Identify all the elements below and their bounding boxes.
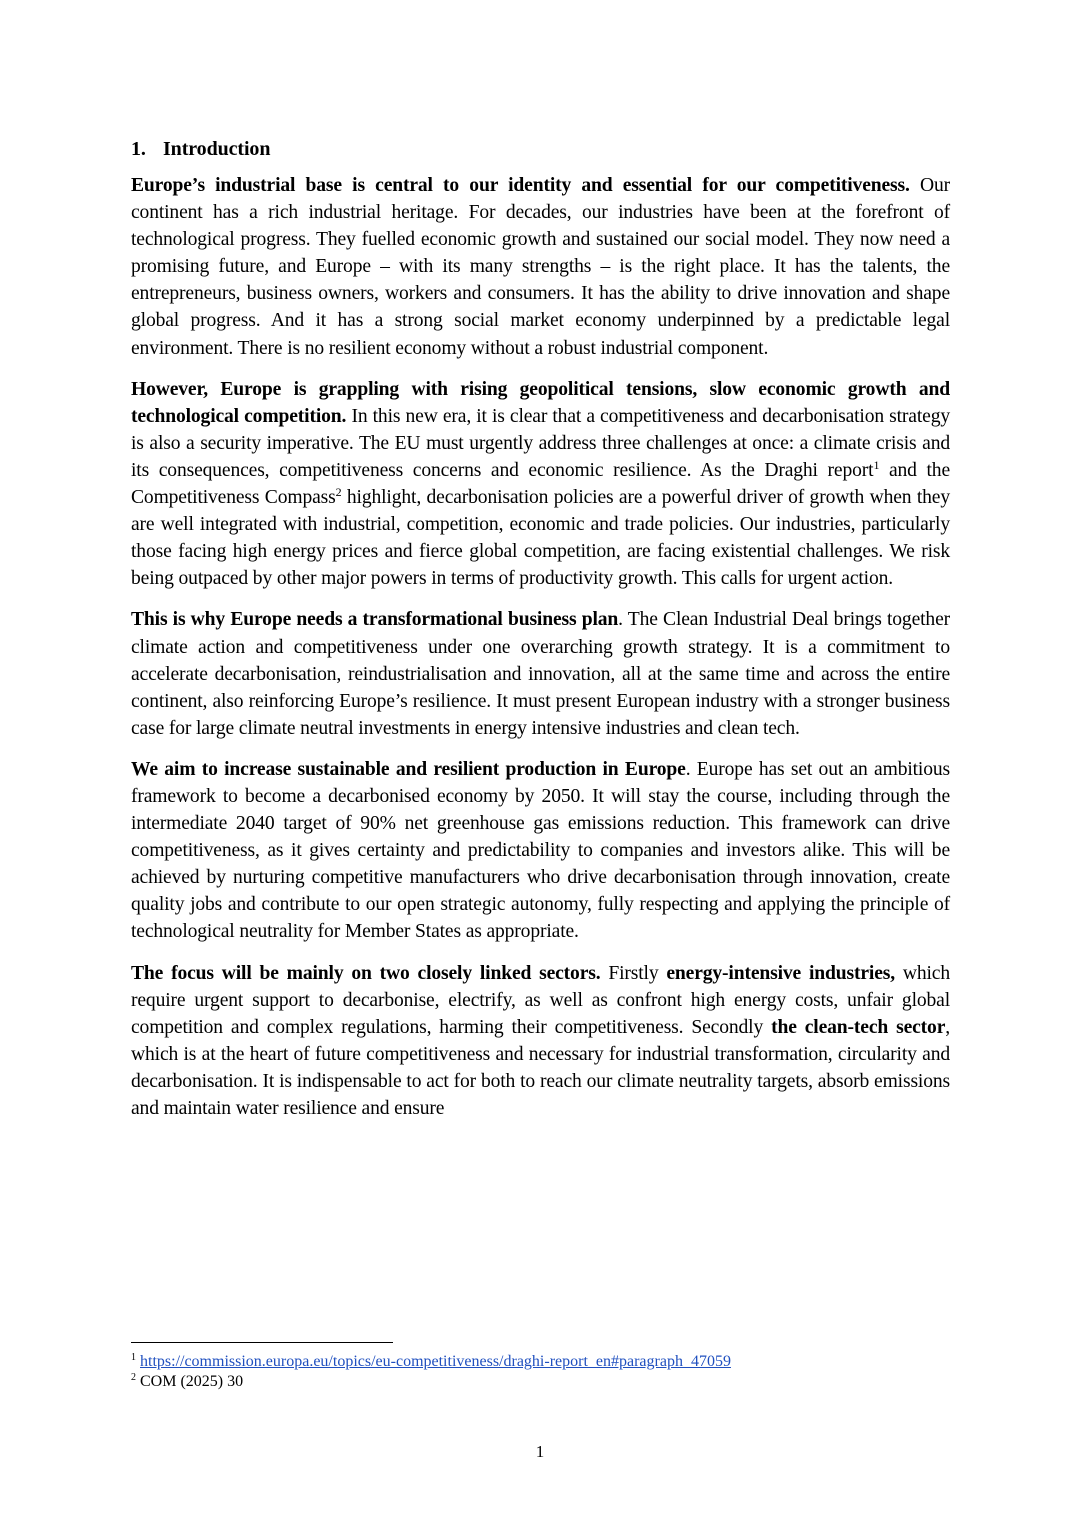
paragraph-lead: We aim to increase sustainable and resilient production in Europe (131, 758, 686, 780)
paragraph-sustainable-production (131, 756, 950, 946)
section-heading (131, 136, 950, 163)
paragraph-text: In this new era, it is clear that a competitiveness and decarbonisation strategy is also a security imperative. The EU must urgently address three challenges at once: a climate crisis and its consequences, competitiveness concerns and economic resilience. As the Draghi report (131, 405, 950, 481)
paragraph-industrial-base (131, 172, 950, 362)
footnotes (131, 1352, 931, 1392)
paragraph-lead: This is why Europe needs a transformational business plan (131, 609, 619, 631)
paragraph-lead: The focus will be mainly on two closely linked sectors. (131, 962, 601, 984)
footnote-text: COM (2025) 30 (140, 1373, 244, 1390)
paragraph-focus-sectors (131, 960, 950, 1123)
paragraph-text: highlight, decarbonisation policies are a powerful driver of growth when they are well integrated with industrial, competition, economic and trade policies. Our industries, particularly those facing high energy prices and fierce global competition, are facing existential challenges. We risk being outpaced by other major powers in terms of productivity growth. This calls for urgent action. (131, 487, 950, 590)
section-number: 1. (131, 138, 146, 160)
paragraph-text: . Europe has set out an ambitious framework to become a decarbonised economy by 2050. It will stay the course, including through the intermediate 2040 target of 90% net greenhouse gas emissions reduction. This framework can drive competitiveness, as it gives certainty and predictability to companies and investors alike. This will be achieved by nurturing competitive manufacturers who drive decarbonisation through innovation, create quality jobs and contribute to our open strategic autonomy, fully respecting and applying the principle of technological neutrality for Member States as appropriate. (131, 758, 950, 943)
paragraph-lead: However, Europe is grappling with rising geopolitical tensions, slow economic growth and technological competition. (131, 378, 950, 427)
paragraph-text: which require urgent support to decarbonise, electrify, as well as confront high energy costs, unfair global competition and complex regulations, harming their competitiveness. Secondly (131, 962, 950, 1038)
footnote-marker: 2 (131, 1372, 136, 1383)
footnote-link-draghi-report[interactable]: https://commission.europa.eu/topics/eu-competitiveness/draghi-report_en#paragraph_47059 (140, 1353, 731, 1370)
footnote-ref-2[interactable]: 2 (335, 485, 342, 500)
paragraph-business-plan (131, 606, 950, 741)
paragraph-text: Our continent has a rich industrial heritage. For decades, our industries have been at the forefront of technological progress. They fuelled economic growth and sustained our social model. They now need a promising future, and Europe – with its many strengths – is the right place. It has the talents, the entrepreneurs, business owners, workers and consumers. It has the ability to drive innovation and shape global progress. And it has a strong social market economy underpinned by a predictable legal environment. There is no resilient economy without a robust industrial component. (131, 175, 950, 359)
footnote-ref-1[interactable]: 1 (873, 457, 880, 472)
bold-term-energy-intensive: energy-intensive industries, (666, 962, 895, 984)
page-number: 1 (535, 1442, 545, 1461)
footnote-separator (131, 1342, 393, 1343)
bold-term-clean-tech: the clean-tech sector (771, 1016, 946, 1038)
section-title: Introduction (163, 138, 271, 160)
footnote-1 (131, 1352, 931, 1372)
paragraph-text: , which is at the heart of future competitiveness and necessary for industrial transformation, circularity and decarbonisation. It is indispensable to act for both to reach our climate neutrality targets, absorb emissions and maintain water resilience and ensure (131, 1016, 950, 1119)
page-body (131, 136, 950, 1136)
paragraph-text: and the Competitiveness Compass (131, 459, 951, 509)
paragraph-geopolitical-challenges (131, 376, 950, 593)
paragraph-text: . The Clean Industrial Deal brings together climate action and competitiveness under one overarching growth strategy. It is a commitment to accelerate decarbonisation, reindustrialisation and innovation, all at the same time and across the entire continent, also reinforcing Europe’s resilience. It must present European industry with a stronger business case for large climate neutral investments in energy intensive industries and clean tech. (131, 609, 950, 739)
footnote-marker: 1 (131, 1352, 136, 1363)
footnote-2 (131, 1372, 931, 1392)
paragraph-lead: Europe’s industrial base is central to our identity and essential for our competitiveness. (131, 175, 910, 196)
paragraph-text: Firstly (600, 962, 667, 984)
